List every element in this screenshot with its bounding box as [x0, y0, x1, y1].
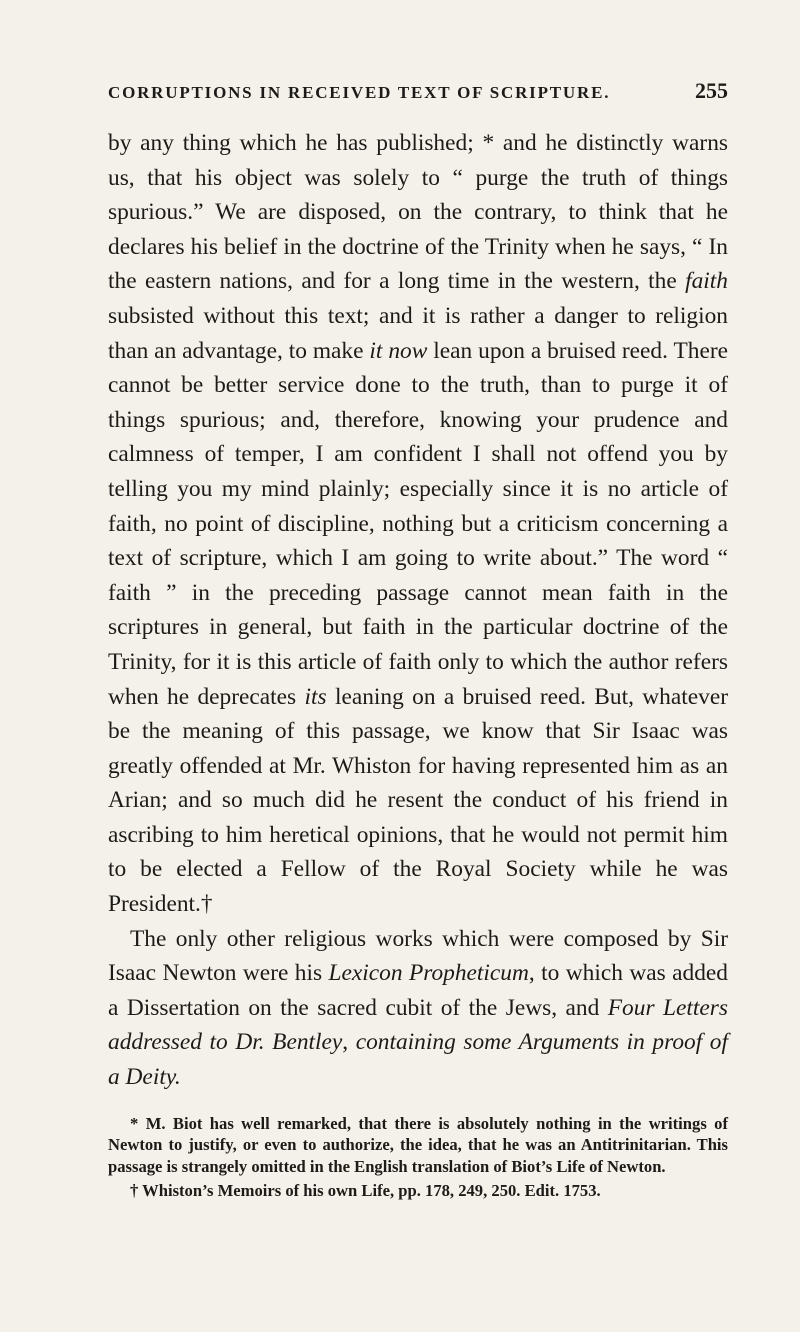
- paragraph-2: [108, 922, 728, 1095]
- paragraph-2-text-b: , to which was added a Dissertation on the sacred cubit of the Jews, and: [108, 960, 728, 1021]
- italic-it: it: [369, 337, 383, 364]
- footnote-1: * M. Biot has well remarked, that there is absolutely nothing in the writings of Newton to justify, or even to authorize, the idea, that he was an Antitrinitarian. This passage is strangely omitted in the English translation of Biot’s Life of Newton.: [108, 1113, 728, 1176]
- body-text: [108, 126, 728, 1095]
- italic-containing-arguments: containing some Arguments in proof of a Deity.: [108, 1029, 728, 1091]
- italic-four-letters: Four Letters addressed to Dr. Bentley: [108, 994, 728, 1056]
- page-number: 255: [695, 78, 728, 103]
- paragraph-2-comma: ,: [342, 1029, 356, 1056]
- footnotes: [108, 1113, 728, 1202]
- paragraph-1-text-a: by any thing which he has published; * and he distinctly warns us, that his object was solely to “ purge the truth of things spurious.” We are disposed, on the contrary, to think that he declares his belief in the doctrine of the Trinity when he says, “ In the eastern nations, and for a long time in the western, the: [108, 130, 728, 295]
- paragraph-1-text-d: leaning on a bruised reed. But, whatever be the meaning of this passage, we know that Sir Isaac was greatly offended at Mr. Whiston for having represented him as an Arian; and so much did he resent the conduct of his friend in ascribing to him heretical opinions, that he would not permit him to be elected a Fellow of the Royal Society while he was President.†: [108, 683, 728, 918]
- paragraph-1: [108, 126, 728, 922]
- paragraph-2-text-a: The only other religious works which were composed by Sir Isaac Newton were his: [108, 925, 728, 987]
- paragraph-1-text-c: lean upon a bruised reed. There cannot be better service done to the truth, than to purge it of things spurious; and, therefore, knowing your prudence and calmness of temper, I am confident I shall not offend you by telling you my mind plainly; especially since it is no article of faith, no point of discipline, nothing but a criticism concerning a text of scripture, which I am going to write about.” The word “ faith ” in the preceding passage cannot mean faith in the scriptures in general, but faith in the particular doctrine of the Trinity, for it is this article of faith only to which the author refers when he deprecates: [108, 337, 729, 710]
- paragraph-1-text-b: subsisted without this text; and it is rather a danger to religion than an advantage, to make: [108, 302, 728, 364]
- running-title: CORRUPTIONS IN RECEIVED TEXT OF SCRIPTURE.: [108, 83, 611, 102]
- italic-faith: faith: [685, 268, 728, 295]
- italic-lexicon-propheticum: Lexicon Propheticum: [328, 960, 529, 987]
- running-header: [108, 78, 728, 104]
- footnote-2: † Whiston’s Memoirs of his own Life, pp. 178, 249, 250. Edit. 1753.: [130, 1181, 601, 1201]
- italic-its: its: [304, 683, 327, 710]
- italic-now: now: [388, 337, 428, 364]
